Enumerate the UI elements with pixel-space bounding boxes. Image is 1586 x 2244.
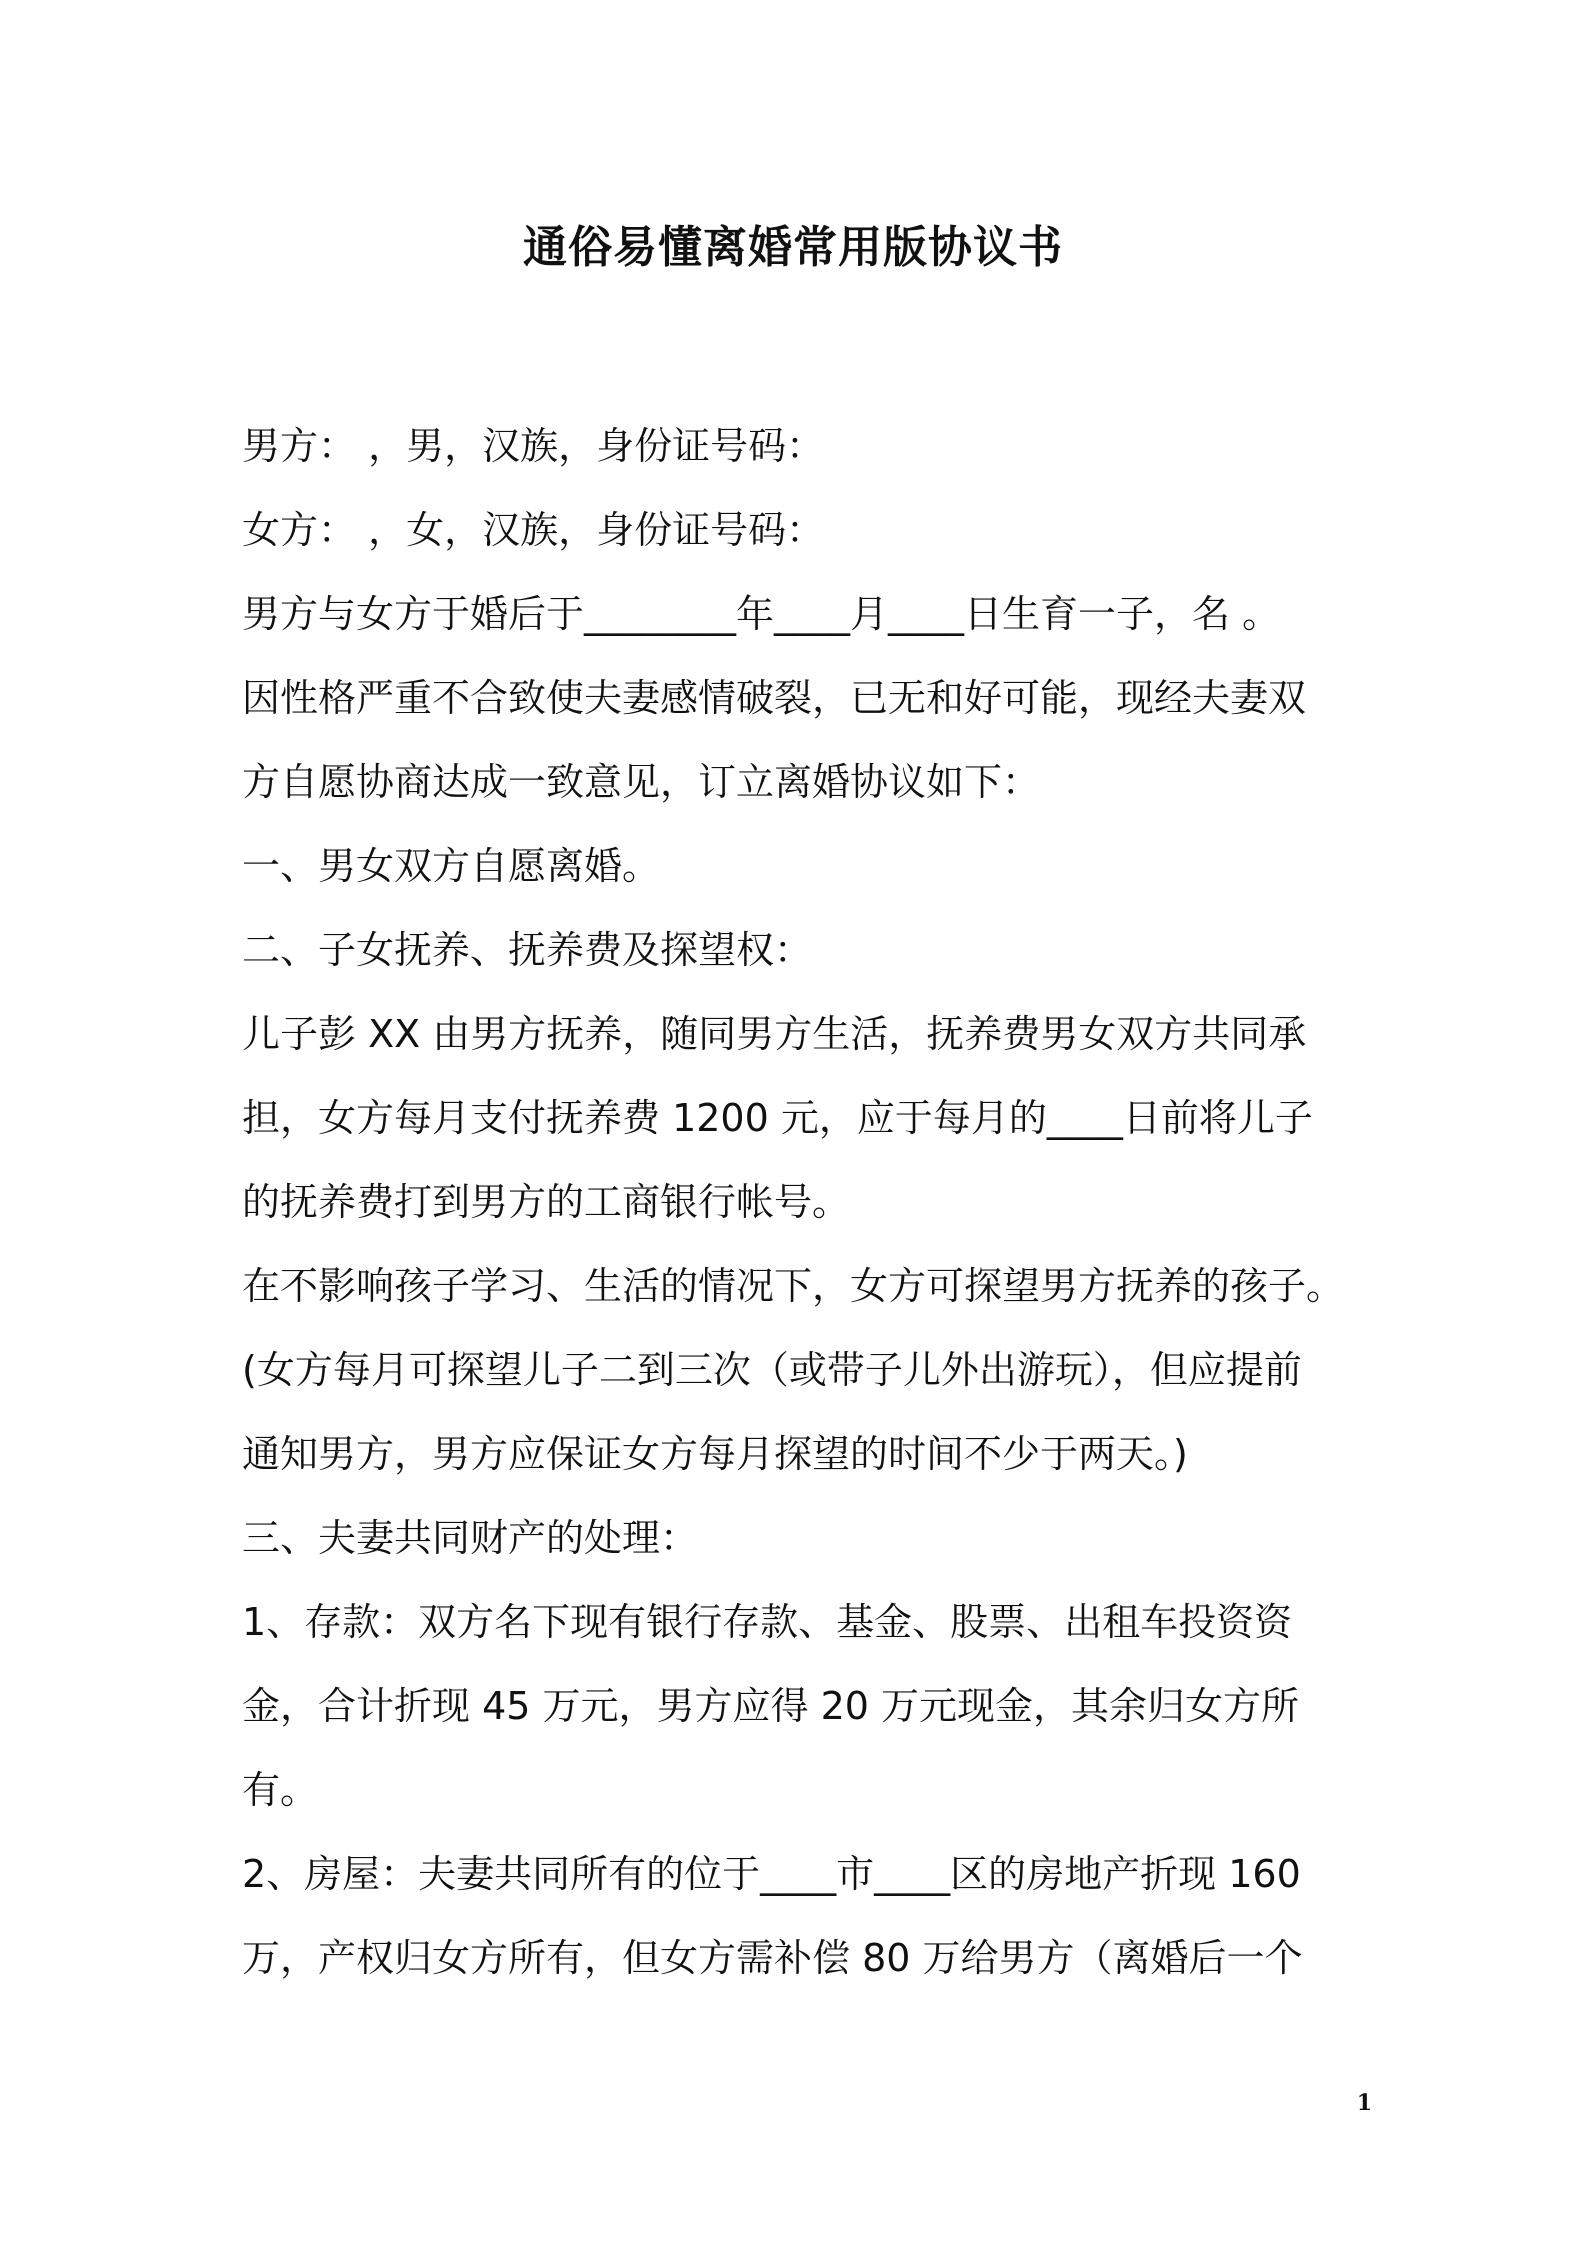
text-line-deposits-cont: 金，合计折现 45 万元，男方应得 20 万元现金，其余归女方所 (242, 1684, 1300, 1728)
page-number: 1 (1356, 2090, 1372, 2116)
text-line-house-cont: 万，产权归女方所有，但女方需补偿 80 万给男方（离婚后一个 (242, 1936, 1303, 1980)
text-line-house: 2、房屋：夫妻共同所有的位于____市____区的房地产折现 160 (242, 1852, 1301, 1896)
text-line-reason: 因性格严重不合致使夫妻感情破裂，已无和好可能，现经夫妻双 (242, 676, 1307, 720)
text-line-custody: 儿子彭 XX 由男方抚养，随同男方生活，抚养费男女双方共同承 (242, 1012, 1307, 1056)
document-body (242, 404, 1372, 2000)
text-line-male-party: 男方： ，男，汉族，身份证号码： (242, 424, 825, 468)
text-line-clause-3-heading: 三、夫妻共同财产的处理： (242, 1516, 699, 1560)
document-title: 通俗易懂离婚常用版协议书 (523, 222, 1063, 273)
text-line-deposits: 1、存款：双方名下现有银行存款、基金、股票、出租车投资资 (242, 1600, 1293, 1644)
text-line-custody-account: 的抚养费打到男方的工商银行帐号。 (242, 1180, 851, 1224)
text-line-deposits-end: 有。 (242, 1768, 319, 1812)
text-line-visitation: 在不影响孩子学习、生活的情况下，女方可探望男方抚养的孩子。 (242, 1264, 1345, 1308)
text-line-clause-1: 一、男女双方自愿离婚。 (242, 844, 661, 888)
text-line-custody-cont: 担，女方每月支付抚养费 1200 元，应于每月的____日前将儿子 (242, 1096, 1313, 1140)
text-line-female-party: 女方： ，女，汉族，身份证号码： (242, 508, 825, 552)
text-line-child-birth: 男方与女方于婚后于________年____月____日生育一子，名 。 (242, 592, 1281, 636)
text-line-reason-cont: 方自愿协商达成一致意见，订立离婚协议如下： (242, 760, 1041, 804)
text-line-visitation-detail: (女方每月可探望儿子二到三次（或带子儿外出游玩），但应提前 (242, 1348, 1302, 1392)
text-line-clause-2-heading: 二、子女抚养、抚养费及探望权： (242, 928, 813, 972)
text-line-visitation-notice: 通知男方，男方应保证女方每月探望的时间不少于两天。) (242, 1432, 1188, 1476)
